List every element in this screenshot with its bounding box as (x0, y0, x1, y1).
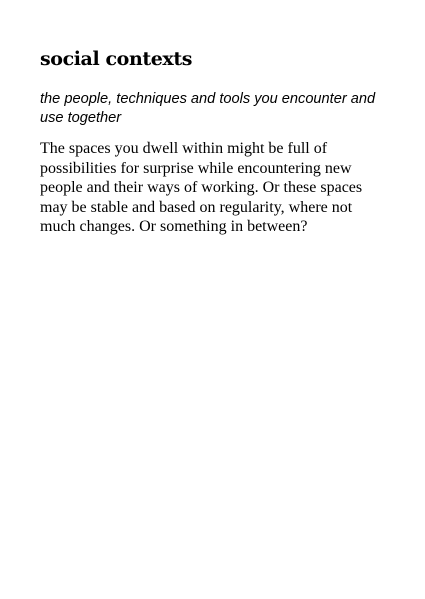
page-heading: social contexts (40, 48, 193, 70)
page-subtitle: the people, techniques and tools you encounter and use together (40, 91, 376, 126)
body-paragraph: The spaces you dwell within might be full of possibilities for surprise while encountering new people and their ways of working. Or these spaces may be stable and based on regularity, where not much changes. Or something in between? (40, 140, 363, 235)
